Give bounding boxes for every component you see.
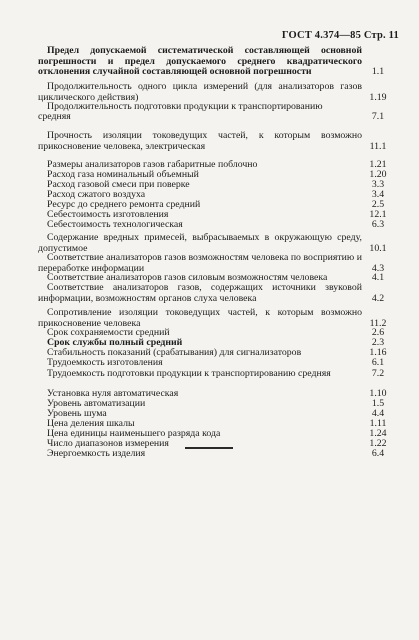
index-row-text: Себестоимость технологическая bbox=[47, 219, 183, 230]
index-row-text: Предел допускаемой систематической составляющей основной погрешности и предел допускаемого среднего квадратического отклонения случайной составляющей основной погрешности bbox=[38, 45, 362, 77]
index-row-text: Соответствие анализаторов газов возможностям человека по восприятию и переработке информации bbox=[38, 252, 362, 274]
index-row-value: 12.1 bbox=[369, 209, 387, 220]
index-row-text: Установка нуля автоматическая bbox=[47, 388, 179, 399]
index-row-value: 3.4 bbox=[371, 189, 385, 200]
index-row-text: Энергоемкость изделия bbox=[47, 448, 146, 459]
index-row-text: Соответствие анализаторов газов силовым возможностям человека bbox=[47, 272, 328, 283]
index-row-text: Трудоемкость подготовки продукции к транспортированию средняя bbox=[47, 368, 331, 379]
index-row-value: 1.22 bbox=[369, 438, 387, 449]
index-row-value: 4.4 bbox=[371, 408, 385, 419]
index-row-value: 1.5 bbox=[371, 398, 385, 409]
index-row-value: 1.16 bbox=[369, 347, 387, 358]
index-row-value: 6.4 bbox=[371, 448, 385, 459]
index-row-value: 11.1 bbox=[369, 140, 387, 152]
index-row-value: 1.24 bbox=[369, 428, 387, 439]
index-row-text: Расход газовой смеси при поверке bbox=[47, 179, 190, 190]
index-row-value: 2.6 bbox=[371, 327, 385, 338]
index-row-value: 3.3 bbox=[371, 179, 385, 190]
index-row-value: 2.5 bbox=[371, 199, 385, 210]
index-row-text: Число диапазонов измерения bbox=[47, 438, 169, 449]
index-row-value: 1.11 bbox=[369, 418, 387, 429]
index-row-value: 4.3 bbox=[371, 262, 385, 274]
index-row-text: Сопротивление изоляции токоведущих частей, к которым возможно прикосновение человека bbox=[38, 307, 362, 329]
index-row-text: Цена единицы наименьшего разряда кода bbox=[47, 428, 221, 439]
index-row-text: Прочность изоляции токоведущих частей, к которым возможно прикосновение человека, электрическая bbox=[38, 130, 362, 152]
index-row-text: Расход сжатого воздуха bbox=[47, 189, 146, 200]
index-row-value: 1.20 bbox=[369, 169, 387, 180]
index-row-value: 11.2 bbox=[369, 317, 387, 329]
index-row-value: 1.10 bbox=[369, 388, 387, 399]
section-divider bbox=[185, 447, 233, 449]
index-row-value: 7.1 bbox=[371, 111, 385, 122]
index-row-text: Содержание вредных примесей, выбрасываемых в окружающую среду, допустимое bbox=[38, 232, 362, 254]
index-row-text: Продолжительность подготовки продукции к транспортированию bbox=[47, 101, 323, 112]
index-row-text: Цена деления шкалы bbox=[47, 418, 135, 429]
index-row-text: Уровень автоматизации bbox=[47, 398, 146, 409]
index-row-value: 7.2 bbox=[371, 368, 385, 379]
index-row-text: средняя bbox=[38, 111, 71, 122]
index-row-text: Расход газа номинальный объемный bbox=[47, 169, 199, 180]
index-row-text: Ресурс до среднего ремонта средний bbox=[47, 199, 201, 210]
index-row-text: Размеры анализаторов газов габаритные поблочно bbox=[47, 159, 258, 170]
page-header: ГОСТ 4.374—85 Стр. 11 bbox=[281, 30, 399, 41]
index-row-text: Продолжительность одного цикла измерений (для анализаторов газов циклического действия) bbox=[38, 81, 362, 103]
index-row-text: Трудоемкость изготовления bbox=[47, 357, 163, 368]
index-row-text: Срок службы полный средний bbox=[47, 337, 183, 348]
index-row-text: Срок сохраняемости средний bbox=[47, 327, 170, 338]
index-row-text: Соответствие анализаторов газов, содержащих источники звуковой информации, возможностям органов слуха человека bbox=[38, 282, 362, 304]
index-row-value: 4.1 bbox=[371, 272, 385, 283]
index-row-value: 6.3 bbox=[371, 219, 385, 230]
index-row-value: 2.3 bbox=[371, 337, 385, 348]
index-row-value: 6.1 bbox=[371, 357, 385, 368]
index-row-text: Себестоимость изготовления bbox=[47, 209, 169, 220]
index-row-value: 1.21 bbox=[369, 159, 387, 170]
index-row-value: 1.19 bbox=[369, 91, 387, 103]
index-row-text: Стабильность показаний (срабатывания) для сигнализаторов bbox=[47, 347, 302, 358]
index-row-value: 10.1 bbox=[369, 242, 387, 254]
index-row-value: 1.1 bbox=[371, 66, 385, 77]
index-row-text: Уровень шума bbox=[47, 408, 107, 419]
index-row-value: 4.2 bbox=[371, 292, 385, 304]
